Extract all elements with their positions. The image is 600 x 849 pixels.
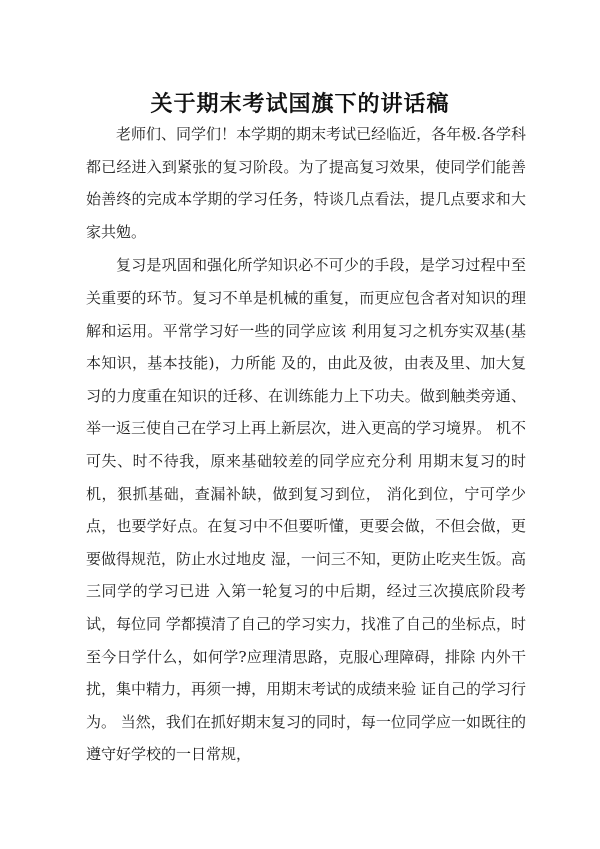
paragraph-opening: 老师们、同学们！本学期的期末考试已经临近，各年极.各学科都已经进入到紧张的复习阶段。为了提高复习效果，使同学们能善始善终的完成本学期的学习任务，特谈几点看法，提几点要求和大家共勉。 — [86, 125, 526, 241]
paragraph-review: 复习是巩固和强化所学知识必不可少的手段，是学习过程中至关重要的环节。复习不单是机械的重复，而更应包含者对知识的理解和运用。平常学习好一些的同学应该 利用复习之机夯实双基(基本知识，基本技能)，力所能 及的，由此及彼，由表及里、加大复习的力度重在知识的迁移、在训练能力上下功夫。做到触类旁通、举一返三使自己在学习上再上新层次，进入更高的学习境界。 机不可失、时不待我，原来基础较差的同学应充分利 用期末复习的时机，狠抓基础，查漏补缺，做到复习到位， 消化到位，宁可学少点，也要学好点。在复习中不但要听懂，更要会做，不但会做，更要做得规范，防止水过地皮 湿，一问三不知，更防止吃夹生饭。高三同学的学习已进 入第一轮复习的中后期，经过三次摸底阶段考试，每位同 学都摸清了自己的学习实力，找准了自己的坐标点，时至今日学什么，如何学?应理清思路，克服心理障碍，排除 内外干扰，集中精力，再须一搏，用期末考试的成绩来验 证自己的学习行为。 当然，我们在抓好期末复习的同时，每一位同学应一如既往的遵守好学校的一日常规， — [86, 256, 526, 764]
document-title: 关于期末考试国旗下的讲话稿 — [150, 90, 450, 117]
document-body — [86, 118, 526, 771]
